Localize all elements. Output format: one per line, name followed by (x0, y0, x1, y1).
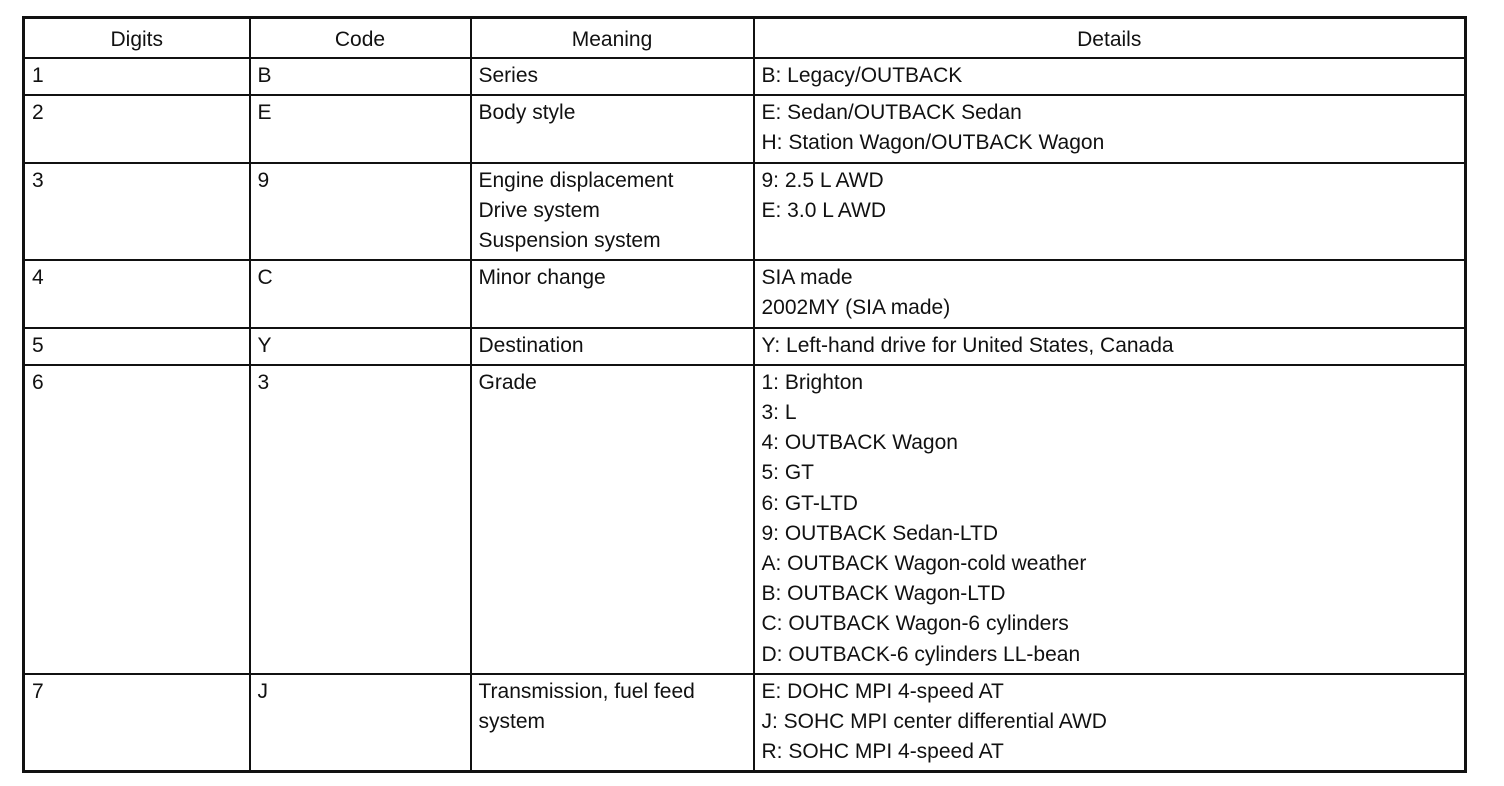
table-body (24, 58, 1466, 772)
table-row (24, 674, 1466, 772)
meaning-line: Suspension system (478, 229, 661, 253)
detail-line: 2002MY (SIA made) (761, 296, 951, 320)
header-details: Details (754, 18, 1466, 59)
cell-digits: 4 (24, 260, 250, 327)
cell-details (754, 674, 1466, 772)
cell-details (754, 58, 1466, 95)
cell-code: Y (250, 328, 471, 365)
cell-meaning (471, 58, 754, 95)
cell-code: 9 (250, 163, 471, 261)
cell-code: B (250, 58, 471, 95)
cell-code: J (250, 674, 471, 772)
detail-line: B: Legacy/OUTBACK (761, 64, 963, 87)
table-row (24, 260, 1466, 327)
vin-code-table (22, 16, 1467, 773)
cell-meaning (471, 674, 754, 772)
detail-line: B: OUTBACK Wagon-LTD (761, 582, 1006, 606)
cell-details (754, 365, 1466, 674)
meaning-line: Transmission, fuel feed (478, 679, 695, 703)
detail-line: R: SOHC MPI 4-speed AT (761, 740, 1004, 764)
detail-line: SIA made (761, 266, 853, 290)
table-row (24, 328, 1466, 365)
cell-details (754, 328, 1466, 365)
detail-line: 9: 2.5 L AWD (761, 168, 884, 192)
meaning-line: Grade (478, 370, 537, 394)
cell-digits: 7 (24, 674, 250, 772)
header-meaning: Meaning (471, 18, 754, 59)
detail-line: 5: GT (761, 461, 815, 485)
table-row (24, 163, 1466, 261)
cell-code: E (250, 95, 471, 162)
detail-line: E: 3.0 L AWD (761, 198, 886, 222)
detail-line: A: OUTBACK Wagon-cold weather (761, 552, 1087, 576)
cell-digits: 3 (24, 163, 250, 261)
meaning-line: Engine displacement (478, 168, 674, 192)
detail-line: H: Station Wagon/OUTBACK Wagon (761, 131, 1105, 155)
detail-line: 6: GT-LTD (761, 491, 858, 515)
cell-meaning (471, 260, 754, 327)
cell-digits: 1 (24, 58, 250, 95)
meaning-line: Minor change (478, 266, 606, 290)
cell-digits: 2 (24, 95, 250, 162)
detail-line: E: Sedan/OUTBACK Sedan (761, 101, 1022, 125)
table-row (24, 365, 1466, 674)
cell-details (754, 95, 1466, 162)
cell-meaning (471, 95, 754, 162)
cell-digits: 6 (24, 365, 250, 674)
detail-line: C: OUTBACK Wagon-6 cylinders (761, 612, 1069, 636)
meaning-line: Series (478, 64, 539, 87)
detail-line: D: OUTBACK-6 cylinders LL-bean (761, 642, 1081, 666)
meaning-line: Drive system (478, 198, 600, 222)
cell-code: 3 (250, 365, 471, 674)
detail-line: J: SOHC MPI center differential AWD (761, 710, 1107, 734)
cell-digits: 5 (24, 328, 250, 365)
detail-line: E: DOHC MPI 4-speed AT (761, 679, 1004, 703)
cell-meaning (471, 163, 754, 261)
meaning-line: Body style (478, 101, 576, 125)
cell-details (754, 260, 1466, 327)
header-row (24, 18, 1466, 59)
detail-line: 4: OUTBACK Wagon (761, 431, 958, 455)
table-row (24, 58, 1466, 95)
table-row (24, 95, 1466, 162)
cell-meaning (471, 365, 754, 674)
detail-line: 9: OUTBACK Sedan-LTD (761, 521, 999, 545)
detail-line: 1: Brighton (761, 370, 864, 394)
meaning-line: system (478, 710, 546, 734)
header-code: Code (250, 18, 471, 59)
meaning-line: Destination (478, 333, 584, 357)
cell-code: C (250, 260, 471, 327)
detail-line: 3: L (761, 401, 797, 425)
cell-details (754, 163, 1466, 261)
cell-meaning (471, 328, 754, 365)
header-digits: Digits (24, 18, 250, 59)
detail-line: Y: Left-hand drive for United States, Canada (761, 333, 1174, 357)
